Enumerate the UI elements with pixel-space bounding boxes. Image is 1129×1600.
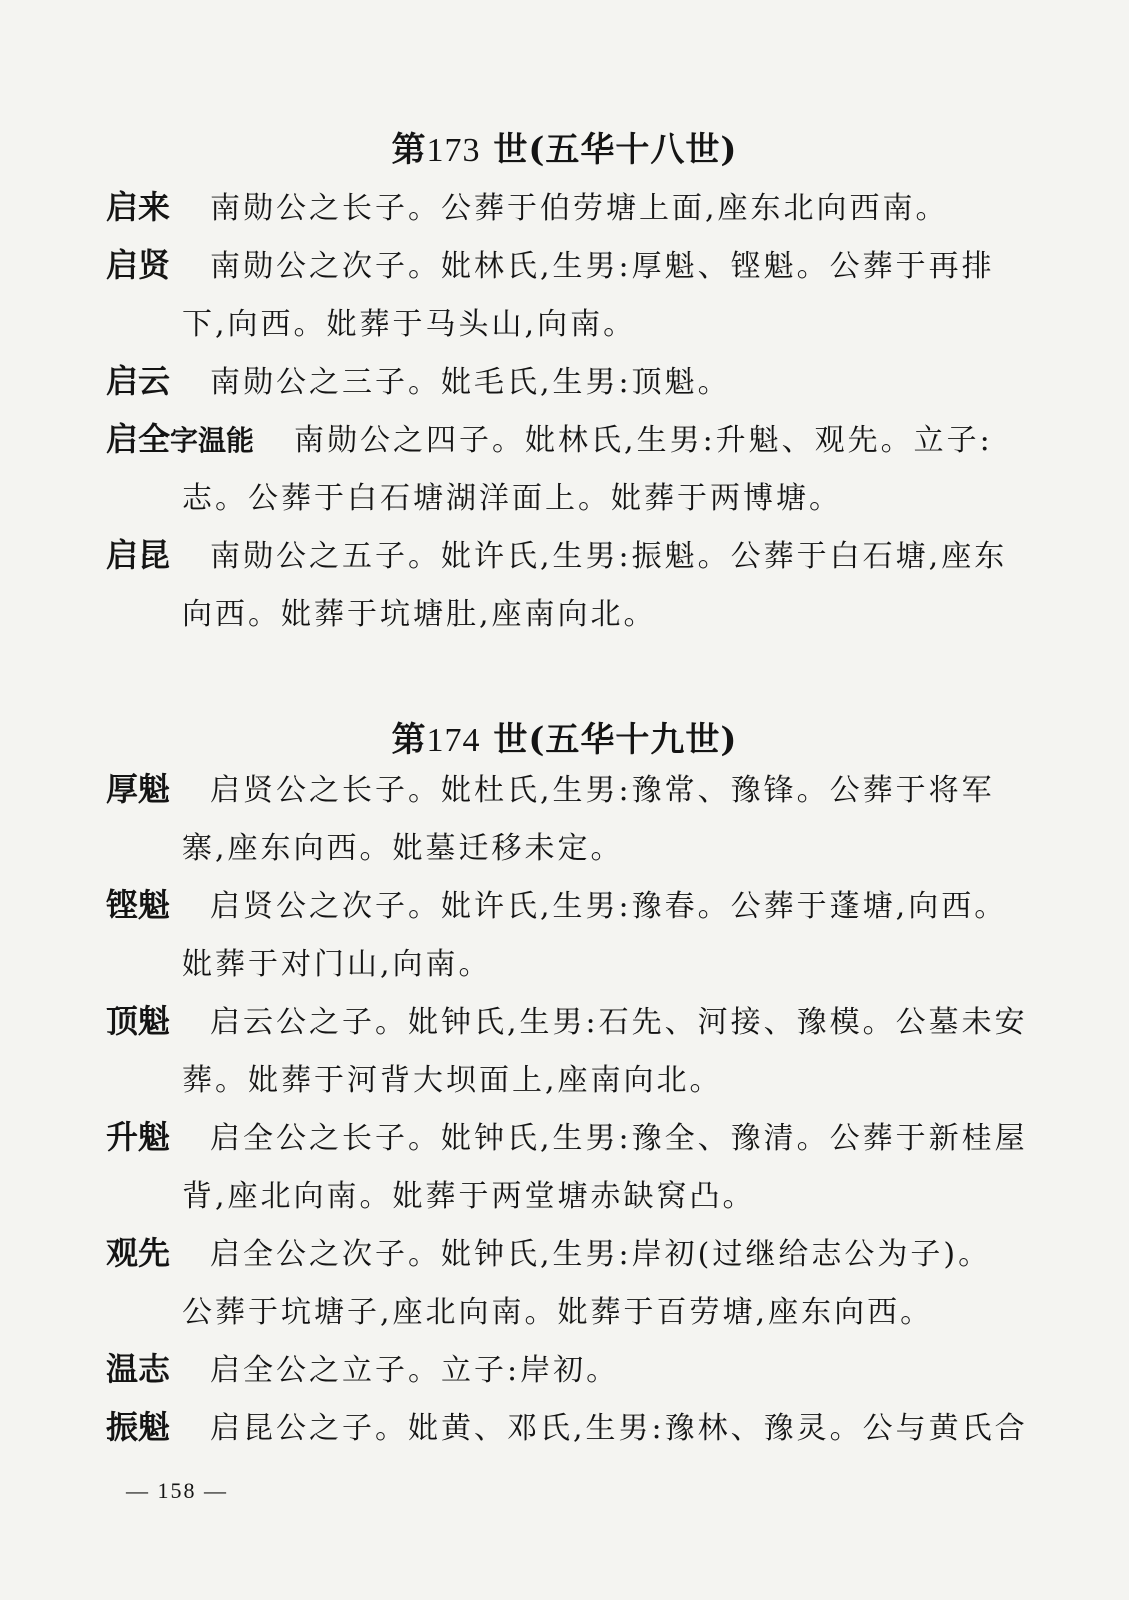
entry-text-cont: 葬。妣葬于河背大坝面上,座南向北。 <box>182 1063 723 1098</box>
entry-name: 启云 <box>106 362 171 400</box>
entry-name <box>106 410 254 470</box>
entry-kengkui <box>106 876 1046 994</box>
entry-text: 启昆公之子。妣黄、邓氏,生男:豫林、豫灵。公与黄氏合 <box>210 1411 1028 1446</box>
page-number: — 158 — <box>126 1478 228 1503</box>
heading-suffix: 世(五华十八世) <box>480 130 738 170</box>
entry-zhenkui <box>106 1398 1046 1458</box>
entry-qiquan <box>106 410 1046 528</box>
entry-guanxian <box>106 1224 1046 1342</box>
entry-name: 厚魁 <box>106 770 171 808</box>
entry-name: 振魁 <box>106 1408 171 1446</box>
entry-text: 南勋公之五子。妣许氏,生男:振魁。公葬于白石塘,座东 <box>210 539 1008 574</box>
entry-text-cont: 向西。妣葬于坑塘肚,座南向北。 <box>182 597 657 632</box>
entry-name: 启贤 <box>106 246 171 284</box>
entry-text-cont: 背,座北向南。妣葬于两堂塘赤缺窝凸。 <box>182 1179 756 1214</box>
entry-qilai <box>106 178 1046 238</box>
entry-houkui <box>106 760 1046 878</box>
entry-text: 南勋公之长子。公葬于伯劳塘上面,座东北向西南。 <box>210 191 949 226</box>
heading-prefix: 第 <box>391 130 427 170</box>
entry-text-cont: 志。公葬于白石塘湖洋面上。妣葬于两博塘。 <box>182 481 842 516</box>
entry-text: 启全公之长子。妣钟氏,生男:豫全、豫清。公葬于新桂屋 <box>210 1121 1028 1156</box>
heading-suffix: 世(五华十九世) <box>480 720 738 760</box>
entry-name: 铿魁 <box>106 886 171 924</box>
entry-text: 启贤公之次子。妣许氏,生男:豫春。公葬于蓬塘,向西。 <box>210 889 1008 924</box>
entry-courtesy-name: 字温能 <box>170 424 255 457</box>
entry-name: 启昆 <box>106 536 171 574</box>
entry-qikun <box>106 526 1046 644</box>
entry-name: 温志 <box>106 1350 171 1388</box>
entry-name: 顶魁 <box>106 1002 171 1040</box>
section-heading-173 <box>0 122 1129 171</box>
section-heading-174 <box>0 712 1129 761</box>
heading-prefix: 第 <box>391 720 427 760</box>
entry-text: 南勋公之次子。妣林氏,生男:厚魁、铿魁。公葬于再排 <box>210 249 995 284</box>
entry-name: 观先 <box>106 1234 171 1272</box>
entry-text-cont: 公葬于坑塘子,座北向南。妣葬于百劳塘,座东向西。 <box>182 1295 934 1330</box>
entry-text: 启贤公之长子。妣杜氏,生男:豫常、豫锋。公葬于将军 <box>210 773 995 808</box>
entry-qiyun <box>106 352 1046 412</box>
entry-text-cont: 下,向西。妣葬于马头山,向南。 <box>182 307 637 342</box>
entry-name: 升魁 <box>106 1118 171 1156</box>
heading-number: 174 <box>426 722 481 759</box>
entry-name: 启来 <box>106 188 171 226</box>
entry-text: 启全公之立子。立子:岸初。 <box>210 1353 620 1388</box>
entry-dingkui <box>106 992 1046 1110</box>
entry-text: 启全公之次子。妣钟氏,生男:岸初(过继给志公为子)。 <box>210 1237 992 1272</box>
entry-shengkui <box>106 1108 1046 1226</box>
entry-text-cont: 妣葬于对门山,向南。 <box>182 947 492 982</box>
entry-qixian <box>106 236 1046 354</box>
entry-text: 启云公之子。妣钟氏,生男:石先、河接、豫模。公墓未安 <box>210 1005 1028 1040</box>
heading-number: 173 <box>426 132 481 169</box>
entry-name-main: 启全 <box>106 420 171 458</box>
entry-wenzhi <box>106 1340 1046 1400</box>
entry-text-cont: 寨,座东向西。妣墓迁移未定。 <box>182 831 624 866</box>
entry-text: 南勋公之四子。妣林氏,生男:升魁、观先。立子: <box>294 423 993 458</box>
entry-text: 南勋公之三子。妣毛氏,生男:顶魁。 <box>210 365 731 400</box>
